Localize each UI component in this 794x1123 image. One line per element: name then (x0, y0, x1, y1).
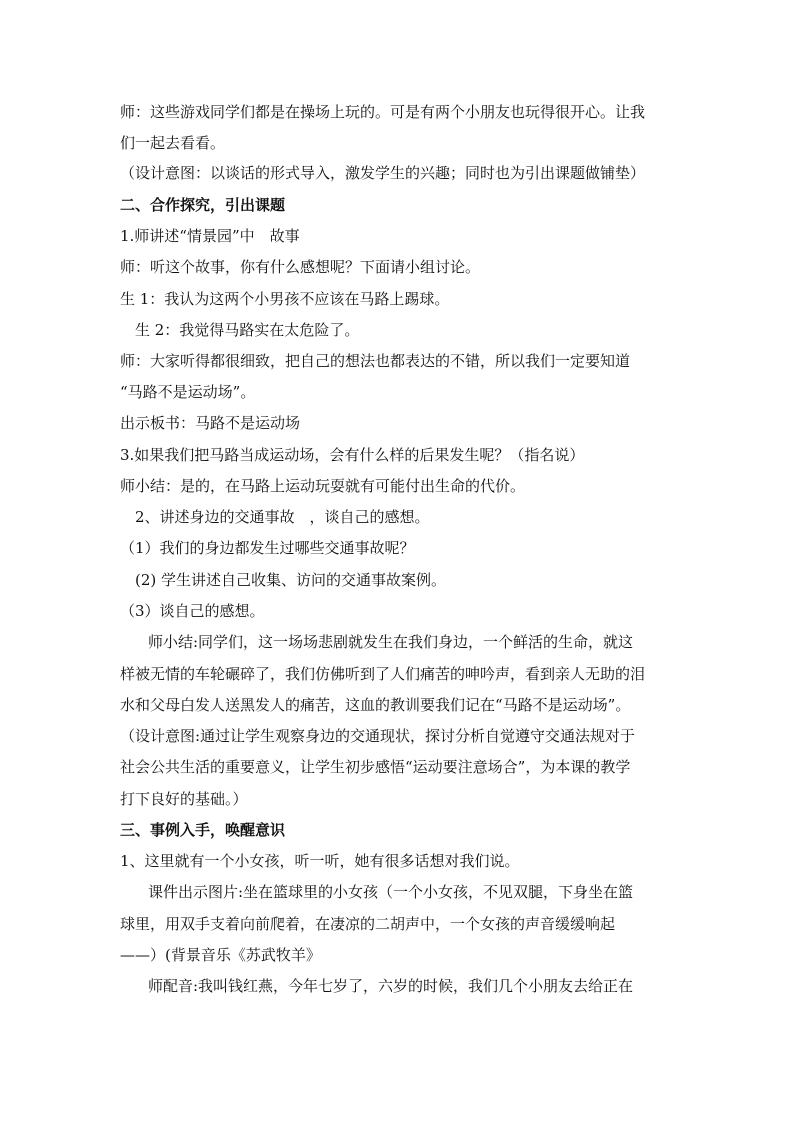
paragraph-line: 师小结：是的，在马路上运动玩耍就有可能付出生命的代价。 (120, 477, 526, 495)
paragraph-line: 1.师讲述“情景园”中 故事 (120, 227, 300, 245)
paragraph-line: 生 2：我觉得马路实在太危险了。 (135, 321, 360, 339)
design-intent-line: （设计意图:通过让学生观察身边的交通现状，探讨分析自觉遵守交通法规对于 (120, 727, 636, 745)
paragraph-line: 们一起去看看。 (120, 134, 226, 152)
paragraph-line: （1）我们的身边都发生过哪些交通事故呢？ (120, 539, 415, 557)
paragraph-line: 生 1：我认为这两个小男孩不应该在马路上踢球。 (120, 290, 450, 308)
section-heading: 二、合作探究，引出课题 (120, 196, 286, 214)
design-intent-line: 社会公共生活的重要意义，让学生初步感悟“运动要注意场合”，为本课的教学 (120, 758, 631, 776)
paragraph-line: 课件出示图片:坐在篮球里的小女孩（一个小女孩，不见双腿，下身坐在篮 (148, 883, 634, 901)
paragraph-line: (2) 学生讲述自己收集、访问的交通事故案例。 (135, 571, 447, 589)
paragraph-line: 师小结:同学们，这一场场悲剧就发生在我们身边，一个鲜活的生命，就这 (148, 633, 634, 651)
paragraph-line: ——）(背景音乐《苏武牧羊》 (120, 946, 321, 964)
paragraph-line: 水和父母白发人送黑发人的痛苦，这血的教训要我们记在“马路不是运动场”。 (120, 696, 631, 714)
paragraph-line: 3.如果我们把马路当成运动场，会有什么样的后果发生呢？（指名说） (120, 446, 585, 464)
paragraph-line: 出示板书：马路不是运动场 (120, 414, 301, 432)
paragraph-line: 样被无情的车轮碾碎了，我们仿佛听到了人们痛苦的呻吟声，看到亲人无助的泪 (120, 665, 646, 683)
paragraph-line: 师：大家听得都很细致，把自己的想法也都表达的不错，所以我们一定要知道 (120, 352, 631, 370)
paragraph-line: 师：听这个故事，你有什么感想呢？下面请小组讨论。 (120, 258, 481, 276)
design-intent-line: 打下良好的基础。） (120, 790, 248, 808)
paragraph-line: “马路不是运动场”。 (120, 383, 256, 401)
paragraph-line: 师：这些游戏同学们都是在操场上玩的。可是有两个小朋友也玩得很开心。让我 (120, 103, 646, 121)
paragraph-line: 2、讲述身边的交通事故 ，谈自己的感想。 (135, 508, 430, 526)
section-heading: 三、事例入手，唤醒意识 (120, 821, 286, 839)
paragraph-line: 1、这里就有一个小女孩，听一听，她有很多话想对我们说。 (120, 852, 520, 870)
design-intent-line: （设计意图：以谈话的形式导入，激发学生的兴趣；同时也为引出课题做铺垫） (120, 164, 646, 182)
paragraph-line: 师配音:我叫钱红燕，今年七岁了，六岁的时候，我们几个小朋友去给正在 (148, 977, 634, 995)
paragraph-line: 球里，用双手支着向前爬着，在凄凉的二胡声中，一个女孩的声音缓缓响起 (120, 915, 616, 933)
paragraph-line: （3）谈自己的感想。 (120, 602, 265, 620)
